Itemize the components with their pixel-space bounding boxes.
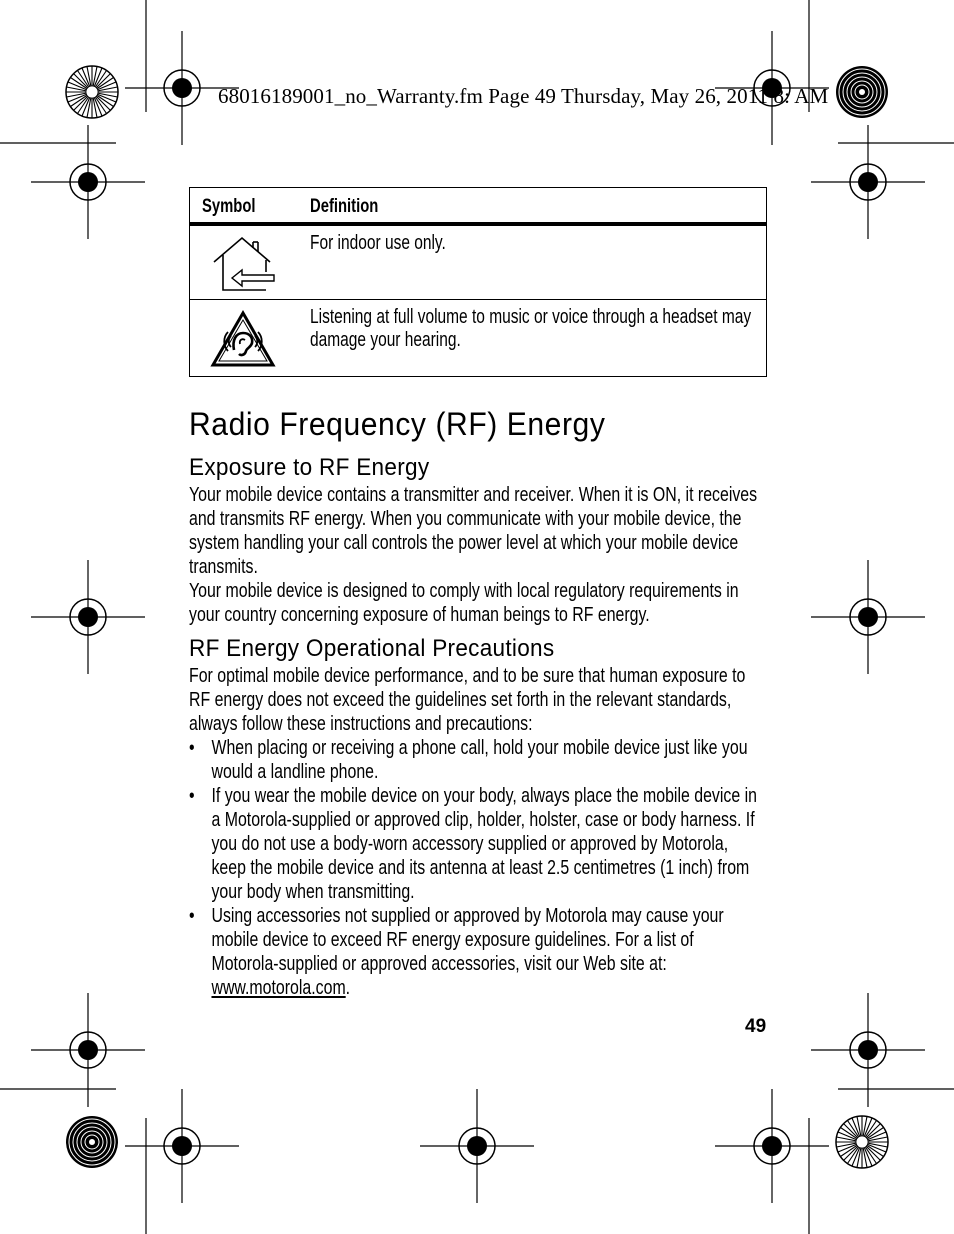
symbol-table-header bbox=[190, 188, 766, 226]
exposure-paragraph-1: Your mobile device contains a transmitter and receiver. When it is ON, it receives and transmits RF energy. When you communicate with your mobile device, the system handling your call controls the power level at which your mobile device transmits. bbox=[189, 483, 758, 578]
definition-text: Listening at full volume to music or voice through a headset may damage your hearing. bbox=[310, 306, 752, 351]
column-header-definition: Definition bbox=[310, 196, 379, 217]
definition-text: For indoor use only. bbox=[310, 232, 446, 254]
bullet-marker: • bbox=[189, 736, 195, 759]
table-row bbox=[190, 226, 766, 300]
list-item bbox=[189, 736, 763, 784]
bullet-text: When placing or receiving a phone call, hold your mobile device just like you would a landline phone. bbox=[211, 736, 748, 783]
print-header: 68016189001_no_Warranty.fm Page 49 Thursday, May 26, 2011 8: AM bbox=[218, 84, 829, 108]
precautions-list bbox=[189, 736, 763, 1000]
precautions-intro: For optimal mobile device performance, and to be sure that human exposure to RF energy does not exceed the guidelines set forth in the relevant standards, always follow these instructions and precautions: bbox=[189, 664, 746, 735]
exposure-paragraph-2: Your mobile device is designed to comply with local regulatory requirements in your country concerning exposure of human beings to RF energy. bbox=[189, 579, 739, 626]
exposure-body bbox=[189, 483, 763, 627]
bullet-marker: • bbox=[189, 784, 195, 807]
table-row bbox=[190, 300, 766, 376]
bullet-text: If you wear the mobile device on your body, always place the mobile device in a Motorola-supplied or approved clip, holder, holster, case or body harness. If you do not use a body-worn accessory supplied or approved by Motorola, keep the mobile device and its antenna at least 2.5 centimetres (1 inch) from your body when transmitting. bbox=[211, 784, 757, 903]
exposure-heading: Exposure to RF Energy bbox=[189, 454, 430, 481]
symbol-table bbox=[189, 187, 767, 377]
motorola-website-link[interactable]: www.motorola.com bbox=[211, 976, 346, 999]
bullet-marker: • bbox=[189, 904, 195, 927]
list-item bbox=[189, 904, 763, 1000]
hearing-warning-triangle-icon bbox=[210, 310, 276, 368]
indoor-use-house-icon bbox=[210, 236, 276, 294]
bullet-text: Using accessories not supplied or approved by Motorola may cause your mobile device to exceed RF energy exposure guidelines. For a list of Motorola-supplied or approved accessories, visit our Web site at: bbox=[211, 904, 724, 975]
section-title: Radio Frequency (RF) Energy bbox=[189, 406, 606, 442]
column-header-symbol: Symbol bbox=[202, 196, 256, 217]
page-number: 49 bbox=[745, 1016, 767, 1037]
bullet-end: . bbox=[345, 976, 351, 999]
list-item bbox=[189, 784, 763, 904]
precautions-heading: RF Energy Operational Precautions bbox=[189, 635, 555, 662]
